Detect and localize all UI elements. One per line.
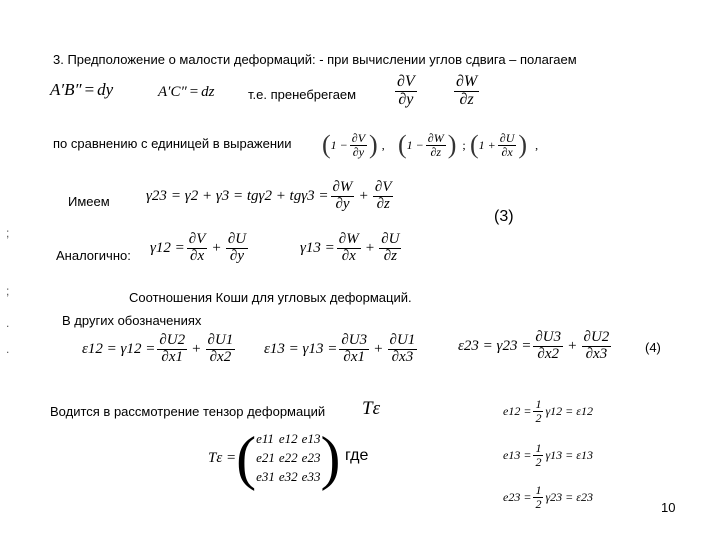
frac-num: ∂U xyxy=(381,231,400,247)
frac-num: ∂U xyxy=(499,131,515,145)
frac-num: ∂V xyxy=(374,179,392,195)
tensor-label: Водится в рассмотрение тензор деформаций xyxy=(50,404,326,419)
matrix-cell: e31 xyxy=(256,469,275,484)
frac-num: ∂U2 xyxy=(583,329,610,345)
other-eq-e12 xyxy=(82,333,237,366)
relation-e23 xyxy=(503,484,593,510)
frac-den: ∂x xyxy=(190,247,205,264)
frac-den: ∂z xyxy=(459,90,474,108)
other-e23-lhs: ε23 = γ23 = xyxy=(458,337,532,354)
margin-mark: ; xyxy=(6,284,10,298)
frac-den: ∂x2 xyxy=(537,345,559,362)
frac-den: ∂y xyxy=(335,195,350,212)
compare-sep-1: , xyxy=(381,137,385,152)
other-e13-plus: + xyxy=(374,340,383,357)
neglect-label: т.е. пренебрегаем xyxy=(248,87,357,102)
frac-den: ∂x1 xyxy=(161,348,183,365)
matrix-cell: e11 xyxy=(256,431,274,446)
frac-num: ∂V xyxy=(188,231,206,247)
frac-den: ∂x2 xyxy=(209,348,232,365)
similarly-eq-b xyxy=(300,232,403,265)
have-plus: + xyxy=(359,187,368,204)
page-number: 10 xyxy=(661,500,676,515)
matrix-cell: e33 xyxy=(301,469,321,484)
frac-den: 2 xyxy=(535,454,542,469)
relation-e13-mid: γ13 = ε13 xyxy=(545,447,593,462)
compare-expr-1-one: 1 − xyxy=(330,137,348,152)
similarly-eq-a xyxy=(150,232,250,265)
compare-expr-2-one: 1 − xyxy=(406,137,424,152)
frac-num: ∂W xyxy=(332,179,353,195)
frac-num: ∂W xyxy=(456,73,478,90)
tensor-symbol: Tε xyxy=(362,398,381,419)
similarly-a-lhs: γ12 = xyxy=(150,239,185,256)
relation-e23-lhs: e23 = xyxy=(503,489,532,504)
assume-eq2: A′C″ = dz xyxy=(158,84,215,100)
matrix-cell: e32 xyxy=(278,469,298,484)
assume-eq1-lhs: A′B″ xyxy=(50,80,82,99)
frac-den: ∂y xyxy=(352,144,365,159)
margin-mark: ; xyxy=(6,226,10,240)
other-e12-lhs: ε12 = γ12 = xyxy=(82,340,156,357)
have-lhs: γ23 xyxy=(146,187,167,204)
other-notation-label: В других обозначениях xyxy=(62,313,202,328)
equation-number-4: (4) xyxy=(645,340,661,355)
frac-den: ∂z xyxy=(383,247,397,264)
frac-num: ∂U xyxy=(227,231,247,247)
frac-num: ∂W xyxy=(427,131,444,145)
frac-num: ∂V xyxy=(397,73,415,90)
equation-number-3: (3) xyxy=(494,208,514,225)
assume-eq2-lhs: A′C″ xyxy=(158,84,187,100)
similarly-a-plus: + xyxy=(212,239,221,256)
frac-num: 1 xyxy=(535,441,542,455)
frac-den: ∂z xyxy=(376,195,390,212)
frac-num: ∂U3 xyxy=(341,332,368,348)
cauchy-label: Соотношения Коши для угловых деформаций. xyxy=(129,290,412,305)
tensor-lhs: Tε = xyxy=(208,449,237,466)
relation-e13-lhs: e13 = xyxy=(503,447,532,462)
margin-mark: . xyxy=(6,342,10,356)
frac-num: ∂V xyxy=(351,131,366,145)
other-e13-lhs: ε13 = γ13 = xyxy=(264,340,338,357)
assume-frac-dv-dy xyxy=(393,74,419,109)
frac-den: ∂x3 xyxy=(391,348,414,365)
compare-label: по сравнению с единицей в выражении xyxy=(53,136,292,151)
tensor-matrix xyxy=(256,431,320,485)
assume-eq2-rhs: dz xyxy=(201,84,215,100)
frac-num: ∂W xyxy=(338,231,359,247)
where-label: где xyxy=(345,447,369,464)
matrix-cell: e12 xyxy=(278,431,298,446)
compare-sep-3: , xyxy=(535,137,539,152)
other-eq-e23 xyxy=(458,330,613,363)
similarly-b-lhs: γ13 = xyxy=(300,239,335,256)
assume-eq1: A′B″ = dy xyxy=(50,80,114,99)
frac-den: ∂y xyxy=(229,247,244,264)
matrix-cell: e22 xyxy=(278,450,298,465)
compare-expr-3-one: 1 + xyxy=(478,137,496,152)
matrix-cell: e21 xyxy=(256,450,275,465)
have-label: Имеем xyxy=(68,194,110,209)
frac-den: 2 xyxy=(535,410,542,425)
frac-den: ∂z xyxy=(430,144,442,159)
frac-num: ∂U1 xyxy=(207,332,234,348)
assume-eq1-rhs: dy xyxy=(97,80,114,99)
section-heading: 3. Предположение о малости деформаций: - при вычислении углов сдвига – полагаем xyxy=(53,52,577,67)
have-mid: = γ2 + γ3 = tgγ2 + tgγ3 = xyxy=(170,187,329,204)
frac-num: ∂U2 xyxy=(159,332,186,348)
frac-den: 2 xyxy=(535,496,542,511)
other-eq-e13 xyxy=(264,333,419,366)
frac-den: ∂x xyxy=(341,247,356,264)
compare-expr-1: ( 1 − $\frac{\partial V}{\partial y}$ ) , xyxy=(322,130,385,160)
relation-e12-lhs: e12 = xyxy=(503,403,532,418)
assume-frac-dw-dz xyxy=(452,74,481,109)
compare-expr-2: ( 1 − $\frac{\partial W}{\partial z}$ ) ; xyxy=(398,130,466,160)
frac-den: ∂y xyxy=(398,90,414,108)
matrix-cell: e13 xyxy=(301,431,321,446)
other-e12-plus: + xyxy=(192,340,201,357)
frac-num: 1 xyxy=(535,483,542,497)
relation-e12 xyxy=(503,398,593,424)
relation-e13 xyxy=(503,442,593,468)
frac-num: 1 xyxy=(535,397,542,411)
margin-mark: . xyxy=(6,316,10,330)
similarly-label: Аналогично: xyxy=(56,248,131,263)
compare-expr-3: ( 1 + $\frac{\partial U}{\partial x}$ ) , xyxy=(470,130,539,160)
other-e23-plus: + xyxy=(568,337,577,354)
frac-num: ∂U3 xyxy=(535,329,562,345)
relation-e12-mid: γ12 = ε12 xyxy=(545,403,593,418)
relation-e23-mid: γ23 = ε23 xyxy=(545,489,593,504)
matrix-cell: e23 xyxy=(301,450,321,465)
have-equation xyxy=(146,180,395,213)
tensor-equation: Tε = ( e11 e12 e13 e21 e22 e23 e31 e32 e33 ) xyxy=(208,425,341,491)
frac-num: ∂U1 xyxy=(389,332,416,348)
frac-den: ∂x xyxy=(501,144,513,159)
frac-den: ∂x3 xyxy=(585,345,608,362)
compare-sep-2: ; xyxy=(462,137,466,152)
similarly-b-plus: + xyxy=(365,239,375,256)
frac-den: ∂x1 xyxy=(343,348,365,365)
